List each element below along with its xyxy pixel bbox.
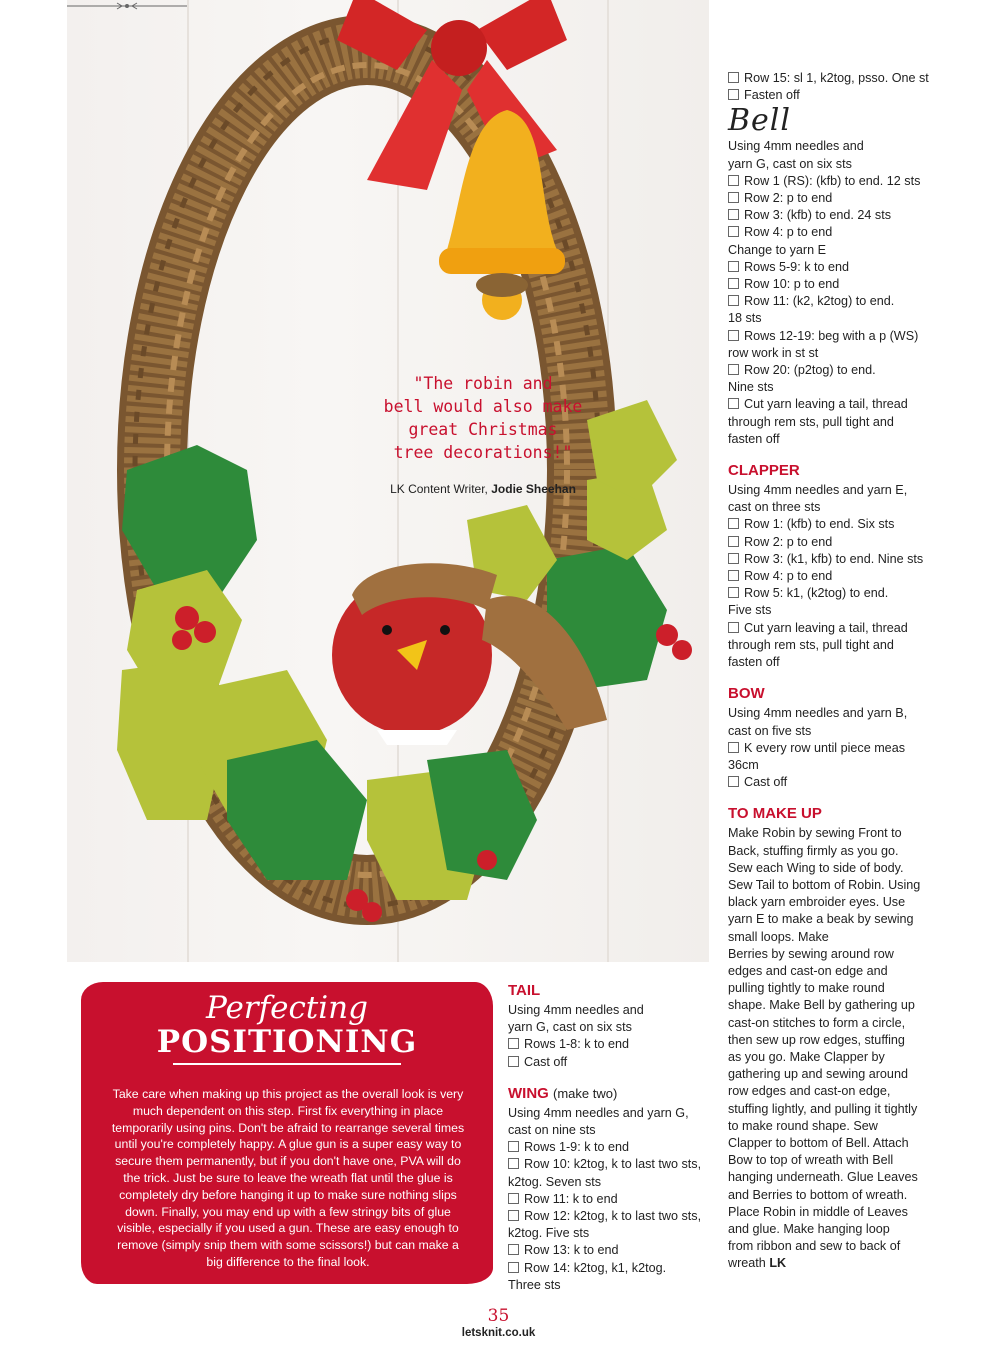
checkbox-icon[interactable] (728, 261, 739, 272)
tip-script-heading: Perfecting (206, 990, 368, 1026)
checkbox-icon[interactable] (728, 226, 739, 237)
checkbox-icon[interactable] (728, 278, 739, 289)
tip-underline (173, 1063, 401, 1065)
checkbox-icon[interactable] (728, 622, 739, 633)
checkbox-icon[interactable] (508, 1262, 519, 1273)
section-title-clapper: CLAPPER (728, 462, 800, 480)
checklist-row: Fasten off (728, 87, 968, 104)
checkbox-icon[interactable] (508, 1244, 519, 1255)
checklist-row: Row 4: p to end (728, 224, 968, 241)
site-url: letsknit.co.uk (461, 1327, 536, 1339)
checkbox-icon[interactable] (728, 536, 739, 547)
row-continuation: k2tog. Seven sts (508, 1174, 602, 1189)
section-title-bow: BOW (728, 685, 765, 703)
row-continuation: 18 sts (728, 311, 762, 326)
checkbox-icon[interactable] (508, 1141, 519, 1152)
checkbox-icon[interactable] (728, 742, 739, 753)
bell-change-yarn: Change to yarn E (728, 242, 827, 257)
tip-box (81, 982, 493, 1284)
right-column (728, 70, 968, 1273)
byline-name: Jodie Sheehan (491, 482, 576, 496)
tip-title: POSITIONING (156, 1024, 418, 1060)
row-continuation: row work in st st (728, 345, 819, 360)
checklist-row: Rows 5-9: k to end (728, 259, 968, 276)
checklist-row: Row 12: k2tog, k to last two sts, (508, 1208, 720, 1225)
checkbox-icon[interactable] (728, 330, 739, 341)
checkbox-icon[interactable] (728, 192, 739, 203)
checklist-row: Row 3: (kfb) to end. 24 sts (728, 207, 968, 224)
checkbox-icon[interactable] (508, 1056, 519, 1067)
tip-body: Take care when making up this project as the overall look is very much dependent on this step. First fix everything in place temporarily using pins. Don't be afraid to rearrange several times until you're completely happy. A glue gun is a super easy way to secure them permanently, but if you don't have one, PVA will do the trick. Just be sure to leave the wreath flat until the glue is completely dry before hanging it up to make sure nothing slips down. Finally, you may end up with a few stringy bits of glue visible, especially if you used a gun. These are easy enough to remove (simply snip them with some scissors!) but can make a big difference to the final look. (111, 1087, 465, 1269)
checkbox-icon[interactable] (728, 587, 739, 598)
checkbox-icon[interactable] (728, 89, 739, 100)
checklist-row: Cut yarn leaving a tail, thread (728, 620, 968, 637)
checklist-row: Row 20: (p2tog) to end. (728, 362, 968, 379)
page-number: 35 (487, 1306, 510, 1326)
checkbox-icon[interactable] (728, 570, 739, 581)
checklist-row: Row 1 (RS): (kfb) to end. 12 sts (728, 173, 968, 190)
checklist-row: Row 3: (k1, kfb) to end. Nine sts (728, 551, 968, 568)
section-title-make-up: TO MAKE UP (728, 805, 822, 823)
middle-column (508, 968, 720, 1294)
checkbox-icon[interactable] (508, 1038, 519, 1049)
checklist-row: Row 10: p to end (728, 276, 968, 293)
checklist-row: Rows 1-8: k to end (508, 1036, 720, 1053)
checklist-row: Cast off (508, 1054, 720, 1071)
byline-role: LK Content Writer, (390, 482, 488, 496)
checklist-row: Cut yarn leaving a tail, thread (728, 396, 968, 413)
row-continuation: through rem sts, pull tight and (728, 414, 894, 429)
checklist-row: Row 11: (k2, k2tog) to end. (728, 293, 968, 310)
checklist-row: Row 10: k2tog, k to last two sts, (508, 1156, 720, 1173)
checklist-row: Row 1: (kfb) to end. Six sts (728, 516, 968, 533)
lk-end-mark: LK (769, 1256, 787, 1271)
checklist-row: Row 2: p to end (728, 534, 968, 551)
make-up-text: Make Robin by sewing Front to Back, stuffing firmly as you go. Sew each Wing to side of body. Sew Tail to bottom of Robin. Using black yarn embroider eyes. Use yarn E to make a beak by sewing small loops. Make Berries by sewing around row edges and cast-on edge and pulling tightly to make round shape. Make Bell by gathering up cast-on stitches to form a circle, then sew up row edges, stuffing as you go. Make Clapper by gathering up and sewing around row edges and cast-on edge, stuffing lightly, and pulling it tightly to make round shape. Sew Clapper to bottom of Bell. Attach Bow to top of wreath with Bell hanging underneath. Glue Leaves and Berries to bottom of wreath. Place Robin in middle of Leaves and glue. Make hanging loop from ribbon and sew to back of wreath (728, 826, 921, 1271)
row-continuation: k2tog. Five sts (508, 1226, 590, 1241)
checkbox-icon[interactable] (508, 1158, 519, 1169)
tail-intro: Using 4mm needles and yarn G, cast on six sts (508, 1003, 644, 1035)
wing-intro: Using 4mm needles and yarn G, cast on nine sts (508, 1105, 689, 1138)
checklist-row: Cast off (728, 774, 968, 791)
checkbox-icon[interactable] (728, 398, 739, 409)
checklist-row: Rows 12-19: beg with a p (WS) (728, 328, 968, 345)
checklist-row: K every row until piece meas (728, 740, 968, 757)
section-title-tail: TAIL (508, 982, 541, 999)
row-continuation: through rem sts, pull tight and (728, 637, 894, 652)
wing-subtitle: (make two) (553, 1085, 618, 1101)
checkbox-icon[interactable] (728, 776, 739, 787)
checklist-row: Row 11: k to end (508, 1191, 720, 1208)
checkbox-icon[interactable] (508, 1193, 519, 1204)
checklist-row: Row 13: k to end (508, 1242, 720, 1259)
checkbox-icon[interactable] (728, 175, 739, 186)
bell-intro: Using 4mm needles and yarn G, cast on six sts (728, 139, 864, 171)
row-continuation: Five sts (728, 603, 772, 618)
checkbox-icon[interactable] (728, 209, 739, 220)
checklist-row: Row 5: k1, (k2tog) to end. (728, 585, 968, 602)
checkbox-icon[interactable] (728, 364, 739, 375)
checklist-row: Row 14: k2tog, k1, k2tog. (508, 1260, 720, 1277)
wreath-photo (67, 0, 709, 962)
row-continuation: 36cm (728, 757, 759, 772)
row-continuation: fasten off (728, 655, 780, 670)
row-continuation: fasten off (728, 431, 780, 446)
quote-byline (352, 482, 614, 496)
checkbox-icon[interactable] (728, 553, 739, 564)
checklist-row: Row 4: p to end (728, 568, 968, 585)
flourish-divider-icon (67, 0, 187, 12)
checklist-row: Row 15: sl 1, k2tog, psso. One st (728, 70, 968, 87)
section-title-bell: Bell (728, 103, 791, 139)
row-continuation: Three sts (508, 1277, 561, 1292)
section-title-wing: WING (make two) (508, 1084, 618, 1102)
checkbox-icon[interactable] (508, 1210, 519, 1221)
pull-quote: "The robin and bell would also make great Christmas tree decorations!" (383, 374, 583, 462)
row-continuation: Nine sts (728, 380, 774, 395)
checkbox-icon[interactable] (728, 72, 739, 83)
checklist-row: Row 2: p to end (728, 190, 968, 207)
checklist-row: Rows 1-9: k to end (508, 1139, 720, 1156)
checkbox-icon[interactable] (728, 295, 739, 306)
checkbox-icon[interactable] (728, 518, 739, 529)
wreath-illustration (67, 0, 709, 962)
bow-intro: Using 4mm needles and yarn B, cast on five sts (728, 706, 908, 738)
clapper-intro: Using 4mm needles and yarn E, cast on three sts (728, 483, 908, 515)
